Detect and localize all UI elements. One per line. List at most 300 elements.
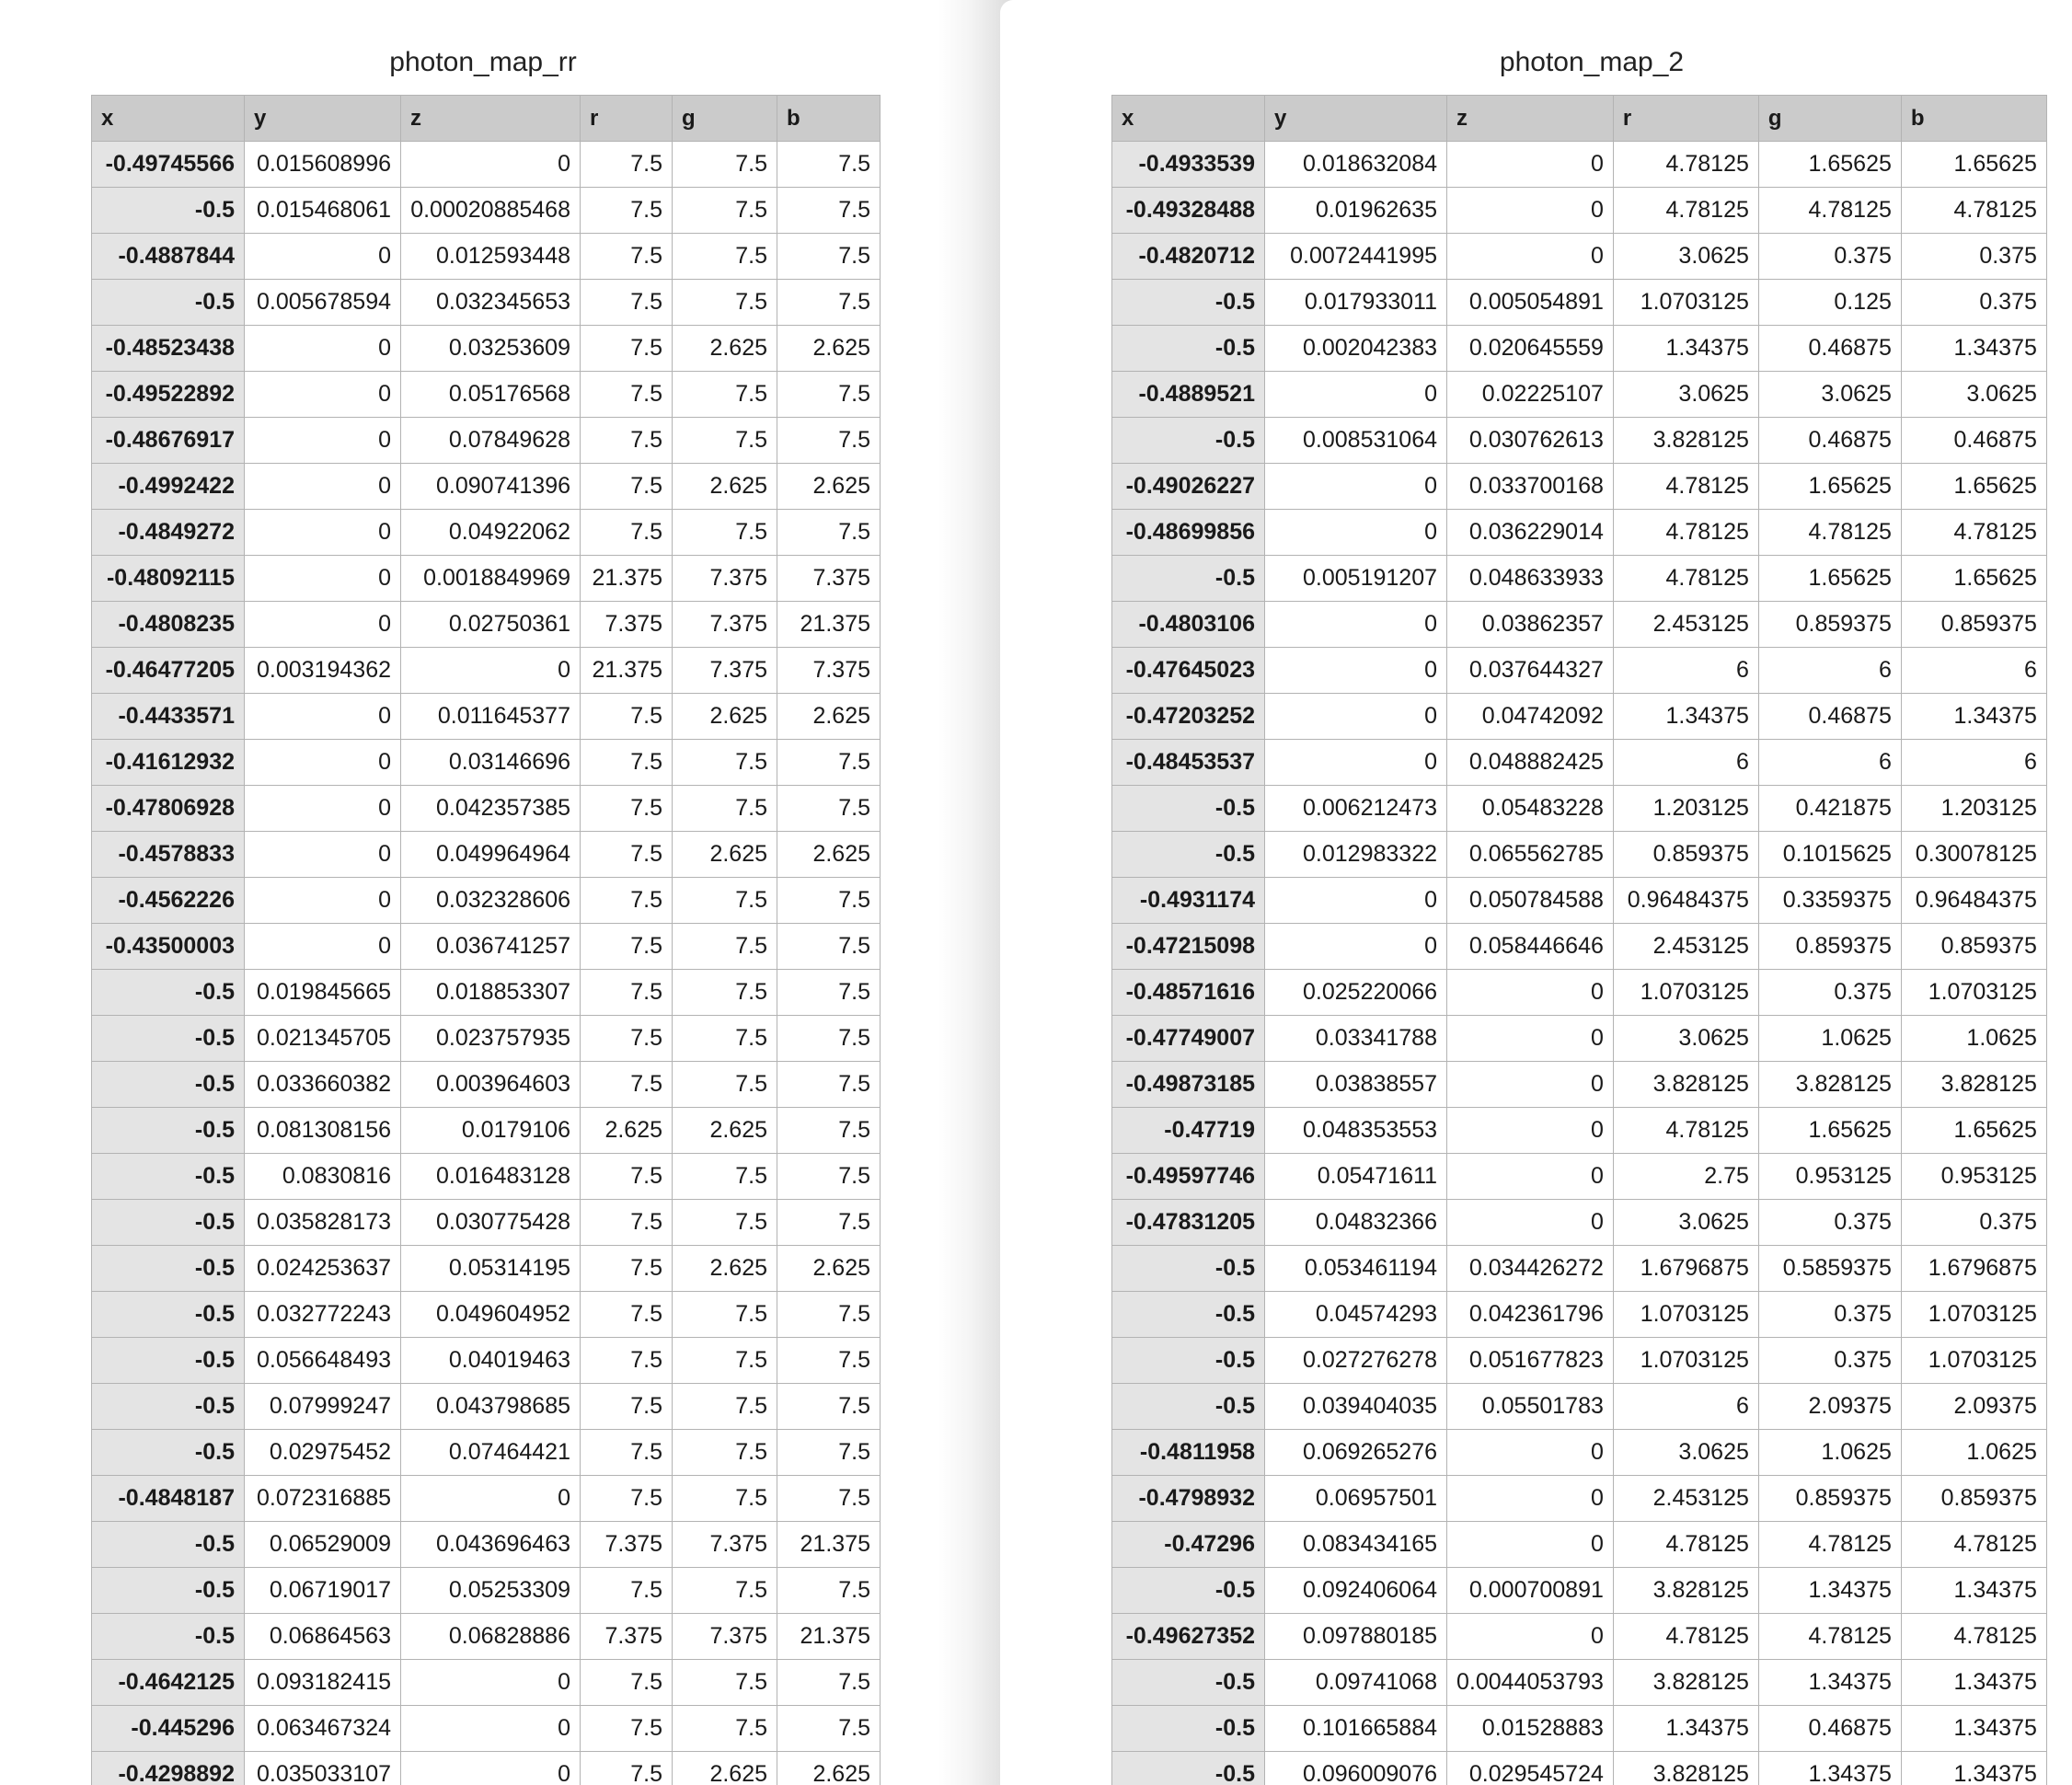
cell[interactable]: -0.49873185 — [1112, 1062, 1265, 1108]
cell[interactable]: 0.375 — [1758, 1338, 1901, 1384]
cell[interactable]: 1.0703125 — [1613, 280, 1758, 326]
cell[interactable]: 7.5 — [777, 418, 881, 464]
cell[interactable]: 0.039404035 — [1265, 1384, 1447, 1430]
cell[interactable]: 0.093182415 — [245, 1660, 401, 1706]
cell[interactable]: 0.30078125 — [1901, 832, 2046, 878]
cell[interactable]: 0 — [1447, 142, 1614, 188]
cell[interactable]: -0.5 — [92, 1384, 245, 1430]
cell[interactable]: 0 — [401, 1752, 581, 1785]
cell[interactable]: 0 — [245, 878, 401, 924]
cell[interactable]: 0.018853307 — [401, 970, 581, 1016]
cell[interactable]: 0.01528883 — [1447, 1706, 1614, 1752]
cell[interactable]: 0 — [1265, 648, 1447, 694]
cell[interactable]: 0.015608996 — [245, 142, 401, 188]
cell[interactable]: 0 — [1447, 1062, 1614, 1108]
cell[interactable]: 0.025220066 — [1265, 970, 1447, 1016]
cell[interactable]: 0.06957501 — [1265, 1476, 1447, 1522]
cell[interactable]: 0 — [245, 832, 401, 878]
cell[interactable]: -0.4562226 — [92, 878, 245, 924]
cell[interactable]: -0.47215098 — [1112, 924, 1265, 970]
cell[interactable]: 0.024253637 — [245, 1246, 401, 1292]
cell[interactable]: 0.96484375 — [1613, 878, 1758, 924]
cell[interactable]: -0.4848187 — [92, 1476, 245, 1522]
cell[interactable]: 0.0179106 — [401, 1108, 581, 1154]
cell[interactable]: 0 — [401, 1660, 581, 1706]
cell[interactable]: 0.04574293 — [1265, 1292, 1447, 1338]
cell[interactable]: 4.78125 — [1901, 1614, 2046, 1660]
cell[interactable]: 0.021345705 — [245, 1016, 401, 1062]
cell[interactable]: 0.096009076 — [1265, 1752, 1447, 1785]
cell[interactable]: -0.4849272 — [92, 510, 245, 556]
cell[interactable]: 7.5 — [777, 372, 881, 418]
cell[interactable]: 6 — [1613, 740, 1758, 786]
cell[interactable]: 0.011645377 — [401, 694, 581, 740]
cell[interactable]: 7.375 — [673, 1522, 777, 1568]
cell[interactable]: 0.049604952 — [401, 1292, 581, 1338]
cell[interactable]: 0.05176568 — [401, 372, 581, 418]
cell[interactable]: 7.5 — [581, 188, 673, 234]
cell[interactable]: 0.043798685 — [401, 1384, 581, 1430]
cell[interactable]: 7.5 — [777, 1706, 881, 1752]
cell[interactable]: 0.5859375 — [1758, 1246, 1901, 1292]
cell[interactable]: 0 — [245, 234, 401, 280]
cell[interactable]: 7.5 — [777, 1292, 881, 1338]
cell[interactable]: 0.032772243 — [245, 1292, 401, 1338]
cell[interactable]: 7.5 — [581, 1476, 673, 1522]
cell[interactable]: 2.625 — [673, 1246, 777, 1292]
cell[interactable]: 3.828125 — [1613, 1568, 1758, 1614]
cell[interactable]: 7.5 — [673, 1292, 777, 1338]
cell[interactable]: 0.101665884 — [1265, 1706, 1447, 1752]
cell[interactable]: 1.65625 — [1901, 142, 2046, 188]
cell[interactable]: 0.037644327 — [1447, 648, 1614, 694]
cell[interactable]: -0.5 — [92, 1430, 245, 1476]
cell[interactable]: -0.5 — [92, 280, 245, 326]
cell[interactable]: -0.48571616 — [1112, 970, 1265, 1016]
cell[interactable]: 0.027276278 — [1265, 1338, 1447, 1384]
cell[interactable]: -0.49026227 — [1112, 464, 1265, 510]
cell[interactable]: 1.203125 — [1901, 786, 2046, 832]
cell[interactable]: 6 — [1613, 648, 1758, 694]
cell[interactable]: 1.65625 — [1901, 1108, 2046, 1154]
cell[interactable]: 2.625 — [777, 694, 881, 740]
cell[interactable]: 7.5 — [673, 1154, 777, 1200]
cell[interactable]: -0.4931174 — [1112, 878, 1265, 924]
cell[interactable]: 2.625 — [673, 832, 777, 878]
cell[interactable]: 4.78125 — [1613, 1108, 1758, 1154]
cell[interactable]: -0.5 — [1112, 1246, 1265, 1292]
cell[interactable]: 1.34375 — [1758, 1752, 1901, 1785]
cell[interactable]: -0.5 — [92, 1522, 245, 1568]
cell[interactable]: 7.5 — [777, 924, 881, 970]
cell[interactable]: 1.34375 — [1901, 326, 2046, 372]
cell[interactable]: 7.5 — [777, 280, 881, 326]
cell[interactable]: -0.4811958 — [1112, 1430, 1265, 1476]
cell[interactable]: 0.018632084 — [1265, 142, 1447, 188]
cell[interactable]: 4.78125 — [1613, 188, 1758, 234]
cell[interactable]: 0.0072441995 — [1265, 234, 1447, 280]
cell[interactable]: 0 — [1265, 740, 1447, 786]
cell[interactable]: -0.4808235 — [92, 602, 245, 648]
cell[interactable]: 0.006212473 — [1265, 786, 1447, 832]
cell[interactable]: -0.49597746 — [1112, 1154, 1265, 1200]
cell[interactable]: 0.01962635 — [1265, 188, 1447, 234]
cell[interactable]: 7.5 — [673, 280, 777, 326]
cell[interactable]: 0.049964964 — [401, 832, 581, 878]
cell[interactable]: 2.09375 — [1901, 1384, 2046, 1430]
cell[interactable]: 7.5 — [581, 1200, 673, 1246]
cell[interactable]: 0 — [1265, 924, 1447, 970]
cell[interactable]: 0.46875 — [1901, 418, 2046, 464]
cell[interactable]: 7.5 — [581, 418, 673, 464]
cell[interactable]: 0.029545724 — [1447, 1752, 1614, 1785]
cell[interactable]: 0.051677823 — [1447, 1338, 1614, 1384]
cell[interactable]: 0.042361796 — [1447, 1292, 1614, 1338]
cell[interactable]: 0.012593448 — [401, 234, 581, 280]
cell[interactable]: -0.47645023 — [1112, 648, 1265, 694]
cell[interactable]: 1.34375 — [1758, 1568, 1901, 1614]
cell[interactable]: 0.375 — [1758, 1200, 1901, 1246]
cell[interactable]: -0.5 — [1112, 786, 1265, 832]
column-header[interactable]: r — [1613, 96, 1758, 142]
cell[interactable]: 0.07849628 — [401, 418, 581, 464]
cell[interactable]: 3.0625 — [1758, 372, 1901, 418]
cell[interactable]: -0.48676917 — [92, 418, 245, 464]
cell[interactable]: -0.5 — [92, 1016, 245, 1062]
cell[interactable]: 0.1015625 — [1758, 832, 1901, 878]
cell[interactable]: -0.5 — [1112, 1384, 1265, 1430]
cell[interactable]: 7.5 — [581, 1706, 673, 1752]
cell[interactable]: 0.859375 — [1758, 924, 1901, 970]
cell[interactable]: 0.058446646 — [1447, 924, 1614, 970]
cell[interactable]: 0.05501783 — [1447, 1384, 1614, 1430]
cell[interactable]: 0.033660382 — [245, 1062, 401, 1108]
cell[interactable]: 1.0703125 — [1901, 1292, 2046, 1338]
cell[interactable]: 0.46875 — [1758, 1706, 1901, 1752]
cell[interactable]: 0.05253309 — [401, 1568, 581, 1614]
cell[interactable]: 0.036229014 — [1447, 510, 1614, 556]
cell[interactable]: 0 — [401, 1476, 581, 1522]
cell[interactable]: 2.453125 — [1613, 1476, 1758, 1522]
cell[interactable]: 2.625 — [581, 1108, 673, 1154]
cell[interactable]: 0.953125 — [1901, 1154, 2046, 1200]
cell[interactable]: 2.625 — [673, 1108, 777, 1154]
cell[interactable]: 21.375 — [777, 1614, 881, 1660]
cell[interactable]: 7.375 — [581, 1614, 673, 1660]
cell[interactable]: -0.4820712 — [1112, 234, 1265, 280]
cell[interactable]: 1.0703125 — [1901, 1338, 2046, 1384]
cell[interactable]: 0.06529009 — [245, 1522, 401, 1568]
cell[interactable]: 7.5 — [581, 1292, 673, 1338]
cell[interactable]: 7.5 — [673, 510, 777, 556]
cell[interactable]: 7.5 — [581, 1430, 673, 1476]
cell[interactable]: 7.375 — [777, 648, 881, 694]
cell[interactable]: 0 — [1447, 1430, 1614, 1476]
cell[interactable]: 7.5 — [673, 1062, 777, 1108]
cell[interactable]: 3.0625 — [1613, 1430, 1758, 1476]
cell[interactable]: 4.78125 — [1613, 1522, 1758, 1568]
cell[interactable]: -0.48092115 — [92, 556, 245, 602]
cell[interactable]: 0 — [1447, 188, 1614, 234]
cell[interactable]: -0.49745566 — [92, 142, 245, 188]
cell[interactable]: 0.000700891 — [1447, 1568, 1614, 1614]
cell[interactable]: 1.34375 — [1901, 1568, 2046, 1614]
cell[interactable]: 0.032345653 — [401, 280, 581, 326]
cell[interactable]: 7.5 — [581, 1338, 673, 1384]
cell[interactable]: 4.78125 — [1613, 142, 1758, 188]
column-header[interactable]: b — [777, 96, 881, 142]
cell[interactable]: -0.4889521 — [1112, 372, 1265, 418]
cell[interactable]: 0.005054891 — [1447, 280, 1614, 326]
cell[interactable]: 1.0703125 — [1613, 970, 1758, 1016]
cell[interactable]: 0 — [245, 418, 401, 464]
cell[interactable]: 7.375 — [673, 602, 777, 648]
cell[interactable]: 0 — [401, 142, 581, 188]
cell[interactable]: 0.017933011 — [1265, 280, 1447, 326]
cell[interactable]: 7.5 — [581, 1246, 673, 1292]
cell[interactable]: 0 — [401, 1706, 581, 1752]
cell[interactable]: 0 — [1265, 694, 1447, 740]
cell[interactable]: 0.048353553 — [1265, 1108, 1447, 1154]
cell[interactable]: 0.005678594 — [245, 280, 401, 326]
cell[interactable]: -0.5 — [92, 1246, 245, 1292]
cell[interactable]: 4.78125 — [1758, 510, 1901, 556]
cell[interactable]: -0.5 — [1112, 1292, 1265, 1338]
cell[interactable]: 7.5 — [581, 1016, 673, 1062]
cell[interactable]: 7.5 — [673, 786, 777, 832]
cell[interactable]: 0.04742092 — [1447, 694, 1614, 740]
cell[interactable]: 6 — [1901, 648, 2046, 694]
cell[interactable]: 0.09741068 — [1265, 1660, 1447, 1706]
cell[interactable]: 7.5 — [777, 1430, 881, 1476]
cell[interactable]: -0.5 — [1112, 280, 1265, 326]
cell[interactable]: 0 — [245, 326, 401, 372]
cell[interactable]: -0.4803106 — [1112, 602, 1265, 648]
cell[interactable]: 0.859375 — [1758, 602, 1901, 648]
cell[interactable]: 1.34375 — [1613, 694, 1758, 740]
cell[interactable]: 0.03146696 — [401, 740, 581, 786]
cell[interactable]: 0.859375 — [1901, 924, 2046, 970]
cell[interactable]: 7.5 — [777, 234, 881, 280]
cell[interactable]: 6 — [1758, 740, 1901, 786]
column-header[interactable]: z — [1447, 96, 1614, 142]
cell[interactable]: -0.48453537 — [1112, 740, 1265, 786]
cell[interactable]: 7.5 — [581, 142, 673, 188]
cell[interactable]: -0.47806928 — [92, 786, 245, 832]
cell[interactable]: 0.02975452 — [245, 1430, 401, 1476]
cell[interactable]: 7.5 — [777, 1660, 881, 1706]
cell[interactable]: 1.203125 — [1613, 786, 1758, 832]
cell[interactable]: 3.828125 — [1901, 1062, 2046, 1108]
cell[interactable]: 7.5 — [581, 280, 673, 326]
column-header[interactable]: g — [673, 96, 777, 142]
cell[interactable]: -0.4887844 — [92, 234, 245, 280]
cell[interactable]: -0.5 — [1112, 1660, 1265, 1706]
cell[interactable]: -0.4298892 — [92, 1752, 245, 1785]
column-header[interactable]: g — [1758, 96, 1901, 142]
cell[interactable]: 4.78125 — [1758, 1522, 1901, 1568]
cell[interactable]: 0.96484375 — [1901, 878, 2046, 924]
cell[interactable]: 0 — [245, 786, 401, 832]
cell[interactable]: -0.5 — [92, 1154, 245, 1200]
cell[interactable]: 0 — [1447, 1614, 1614, 1660]
cell[interactable]: 0.05314195 — [401, 1246, 581, 1292]
cell[interactable]: 1.0625 — [1758, 1430, 1901, 1476]
cell[interactable]: 7.5 — [581, 832, 673, 878]
cell[interactable]: 0.020645559 — [1447, 326, 1614, 372]
cell[interactable]: 0.02225107 — [1447, 372, 1614, 418]
cell[interactable]: 7.5 — [777, 1384, 881, 1430]
cell[interactable]: 0 — [245, 372, 401, 418]
cell[interactable]: 0.003964603 — [401, 1062, 581, 1108]
cell[interactable]: 7.5 — [581, 878, 673, 924]
cell[interactable]: 0 — [1265, 510, 1447, 556]
cell[interactable]: 7.5 — [777, 1476, 881, 1522]
cell[interactable]: 7.5 — [777, 878, 881, 924]
cell[interactable]: 7.5 — [673, 1660, 777, 1706]
cell[interactable]: 0 — [401, 648, 581, 694]
cell[interactable]: -0.5 — [92, 1338, 245, 1384]
cell[interactable]: 0.063467324 — [245, 1706, 401, 1752]
cell[interactable]: 21.375 — [581, 556, 673, 602]
cell[interactable]: 0 — [1447, 970, 1614, 1016]
cell[interactable]: 3.0625 — [1901, 372, 2046, 418]
cell[interactable]: 0.0044053793 — [1447, 1660, 1614, 1706]
cell[interactable]: 1.0703125 — [1613, 1292, 1758, 1338]
cell[interactable]: 0.125 — [1758, 280, 1901, 326]
cell[interactable]: 0.050784588 — [1447, 878, 1614, 924]
cell[interactable]: 7.5 — [581, 1752, 673, 1785]
cell[interactable]: 0.06864563 — [245, 1614, 401, 1660]
cell[interactable]: -0.5 — [1112, 556, 1265, 602]
cell[interactable]: -0.47203252 — [1112, 694, 1265, 740]
cell[interactable]: -0.49328488 — [1112, 188, 1265, 234]
cell[interactable]: 1.0703125 — [1613, 1338, 1758, 1384]
cell[interactable]: 7.5 — [777, 142, 881, 188]
cell[interactable]: 7.5 — [777, 1062, 881, 1108]
cell[interactable]: 7.5 — [581, 1660, 673, 1706]
cell[interactable]: -0.47719 — [1112, 1108, 1265, 1154]
cell[interactable]: 0.859375 — [1613, 832, 1758, 878]
cell[interactable]: 6 — [1613, 1384, 1758, 1430]
cell[interactable]: 0.06828886 — [401, 1614, 581, 1660]
cell[interactable]: -0.5 — [92, 1568, 245, 1614]
cell[interactable]: 1.34375 — [1901, 1660, 2046, 1706]
cell[interactable]: 2.09375 — [1758, 1384, 1901, 1430]
cell[interactable]: 0.019845665 — [245, 970, 401, 1016]
cell[interactable]: 7.5 — [673, 1200, 777, 1246]
cell[interactable]: 0.002042383 — [1265, 326, 1447, 372]
cell[interactable]: 0 — [245, 694, 401, 740]
cell[interactable]: 0.030775428 — [401, 1200, 581, 1246]
cell[interactable]: 7.5 — [777, 1568, 881, 1614]
cell[interactable]: 0.375 — [1758, 234, 1901, 280]
cell[interactable]: -0.5 — [1112, 326, 1265, 372]
cell[interactable]: 4.78125 — [1901, 510, 2046, 556]
cell[interactable]: 7.5 — [673, 1384, 777, 1430]
cell[interactable]: 4.78125 — [1758, 188, 1901, 234]
cell[interactable]: 0.46875 — [1758, 326, 1901, 372]
cell[interactable]: 0 — [245, 464, 401, 510]
cell[interactable]: 0.034426272 — [1447, 1246, 1614, 1292]
cell[interactable]: -0.5 — [92, 1108, 245, 1154]
cell[interactable]: 2.625 — [777, 464, 881, 510]
cell[interactable]: 0.053461194 — [1265, 1246, 1447, 1292]
cell[interactable]: 7.5 — [673, 234, 777, 280]
cell[interactable]: 7.375 — [581, 602, 673, 648]
cell[interactable]: 0.375 — [1901, 280, 2046, 326]
cell[interactable]: 0.0018849969 — [401, 556, 581, 602]
cell[interactable]: 7.5 — [581, 510, 673, 556]
cell[interactable]: 3.828125 — [1613, 1062, 1758, 1108]
cell[interactable]: 0.023757935 — [401, 1016, 581, 1062]
cell[interactable]: 6 — [1758, 648, 1901, 694]
cell[interactable]: 4.78125 — [1901, 188, 2046, 234]
cell[interactable]: 0 — [1447, 1522, 1614, 1568]
cell[interactable]: -0.48523438 — [92, 326, 245, 372]
cell[interactable]: 0.081308156 — [245, 1108, 401, 1154]
cell[interactable]: 0.859375 — [1901, 1476, 2046, 1522]
cell[interactable]: 1.65625 — [1758, 142, 1901, 188]
cell[interactable]: 7.5 — [581, 1384, 673, 1430]
cell[interactable]: 4.78125 — [1758, 1614, 1901, 1660]
cell[interactable]: 0.056648493 — [245, 1338, 401, 1384]
cell[interactable]: 0.46875 — [1758, 694, 1901, 740]
cell[interactable]: 1.65625 — [1758, 1108, 1901, 1154]
cell[interactable]: -0.47749007 — [1112, 1016, 1265, 1062]
cell[interactable]: 0 — [1447, 1200, 1614, 1246]
cell[interactable]: 0.008531064 — [1265, 418, 1447, 464]
cell[interactable]: 7.5 — [673, 970, 777, 1016]
cell[interactable]: -0.5 — [1112, 1568, 1265, 1614]
cell[interactable]: 0 — [1265, 464, 1447, 510]
cell[interactable]: -0.48699856 — [1112, 510, 1265, 556]
cell[interactable]: 0.375 — [1758, 970, 1901, 1016]
cell[interactable]: 1.34375 — [1901, 1706, 2046, 1752]
cell[interactable]: 0.012983322 — [1265, 832, 1447, 878]
cell[interactable]: 4.78125 — [1613, 510, 1758, 556]
cell[interactable]: 7.5 — [673, 1430, 777, 1476]
cell[interactable]: -0.5 — [1112, 1706, 1265, 1752]
cell[interactable]: 3.0625 — [1613, 234, 1758, 280]
cell[interactable]: -0.5 — [92, 970, 245, 1016]
cell[interactable]: 7.5 — [777, 1108, 881, 1154]
cell[interactable]: 0.005191207 — [1265, 556, 1447, 602]
cell[interactable]: 1.6796875 — [1901, 1246, 2046, 1292]
cell[interactable]: -0.4433571 — [92, 694, 245, 740]
column-header[interactable]: r — [581, 96, 673, 142]
cell[interactable]: 2.625 — [673, 326, 777, 372]
cell[interactable]: 7.5 — [673, 1476, 777, 1522]
column-header[interactable]: y — [1265, 96, 1447, 142]
column-header[interactable]: z — [401, 96, 581, 142]
cell[interactable]: 0 — [1447, 234, 1614, 280]
cell[interactable]: 0.043696463 — [401, 1522, 581, 1568]
cell[interactable]: 1.65625 — [1758, 556, 1901, 602]
cell[interactable]: -0.5 — [92, 1292, 245, 1338]
cell[interactable]: 7.375 — [581, 1522, 673, 1568]
cell[interactable]: 0.05471611 — [1265, 1154, 1447, 1200]
cell[interactable]: 0.016483128 — [401, 1154, 581, 1200]
cell[interactable]: 2.75 — [1613, 1154, 1758, 1200]
cell[interactable]: 1.34375 — [1758, 1660, 1901, 1706]
cell[interactable]: 0.0830816 — [245, 1154, 401, 1200]
cell[interactable]: 7.5 — [673, 878, 777, 924]
cell[interactable]: 0.015468061 — [245, 188, 401, 234]
cell[interactable]: 7.5 — [673, 372, 777, 418]
cell[interactable]: 0 — [245, 510, 401, 556]
cell[interactable]: 3.0625 — [1613, 372, 1758, 418]
